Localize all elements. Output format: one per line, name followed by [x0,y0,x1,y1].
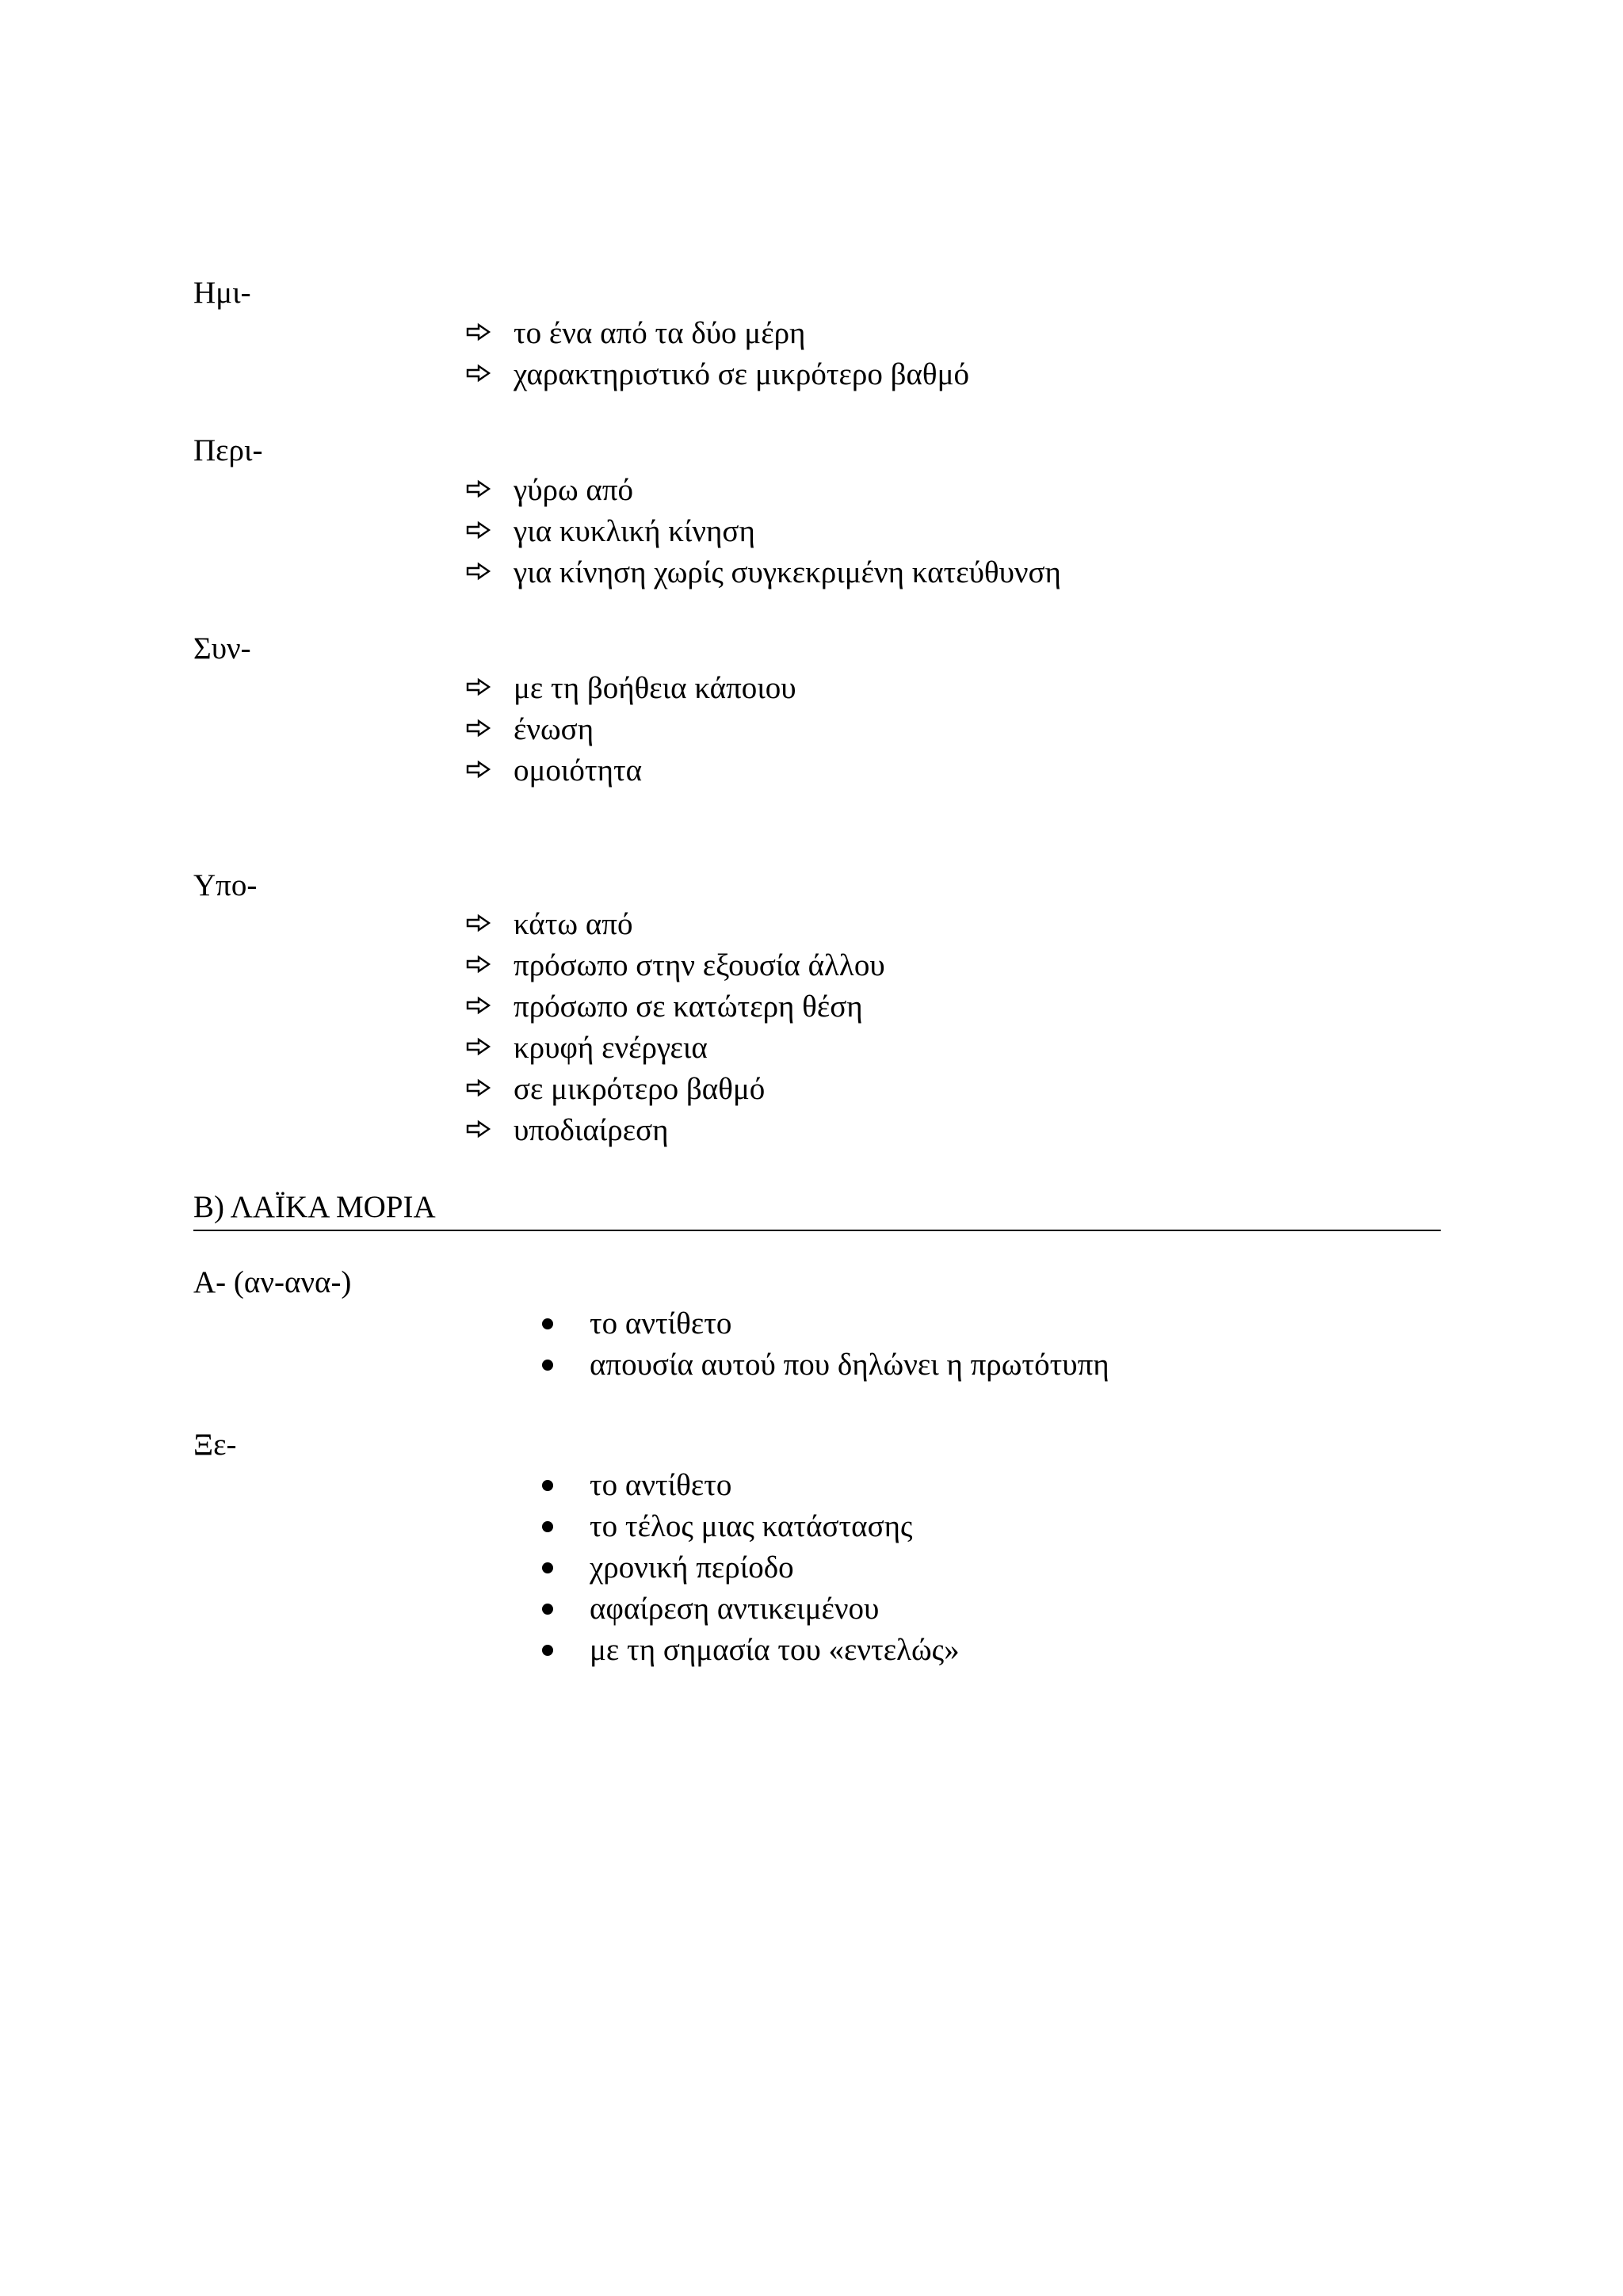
bullet-icon [542,1318,553,1329]
list-item-text: σε μικρότερο βαθμό [514,1072,766,1106]
list-item-text: απουσία αυτού που δηλώνει η πρωτότυπη [590,1348,1109,1382]
list-item-text: χρονική περίοδο [590,1550,794,1585]
list-item-text: για κίνηση χωρίς συγκεκριμένη κατεύθυνση [514,555,1061,589]
arrow-right-icon [466,913,491,933]
list-item-text: υποδιαίρεση [514,1113,669,1147]
list-item [466,552,1061,593]
list-item-text: κρυφή ενέργεια [514,1031,708,1065]
list-item-text: ομοιότητα [514,753,643,788]
list-item [466,1028,885,1069]
arrow-right-icon [466,364,491,383]
prefix-term-a: Α- (αν-ανα-) [193,1265,352,1299]
meaning-list-peri [466,470,1061,593]
arrow-right-icon [466,1119,491,1138]
list-item [466,313,969,354]
list-item [539,1589,960,1630]
meaning-list-ypo [466,904,885,1151]
bullet-icon [542,1360,553,1371]
list-item [466,1110,885,1151]
arrow-right-icon [466,677,491,696]
list-item [539,1344,1109,1386]
prefix-term-imi: Ημι- [193,276,251,310]
arrow-right-icon [466,1037,491,1056]
list-item [466,1069,885,1110]
prefix-term-kse: Ξε- [193,1428,237,1462]
meaning-list-imi [466,313,969,395]
list-item-text: το αντίθετο [590,1468,732,1502]
list-item [539,1547,960,1589]
list-item [539,1506,960,1547]
list-item [466,668,796,709]
prefix-term-syn: Συν- [193,631,251,666]
bullet-icon [542,1562,553,1573]
arrow-right-icon [466,719,491,738]
meaning-list-a [539,1303,1109,1386]
arrow-right-icon [466,1078,491,1097]
arrow-right-icon [466,479,491,498]
arrow-right-icon [466,955,491,974]
meaning-list-syn [466,668,796,791]
bullet-icon [542,1521,553,1532]
arrow-right-icon [466,521,491,540]
list-item [466,904,885,945]
list-item [466,354,969,395]
bullet-icon [542,1604,553,1615]
arrow-right-icon [466,996,491,1015]
section-heading: Β) ΛΑΪΚΑ ΜΟΡΙΑ [193,1187,1441,1231]
list-item [466,511,1061,552]
list-item-text: το αντίθετο [590,1306,732,1341]
list-item-text: αφαίρεση αντικειμένου [590,1592,880,1626]
list-item-text: το τέλος μιας κατάστασης [590,1509,913,1543]
bullet-icon [542,1645,553,1656]
list-item-text: χαρακτηριστικό σε μικρότερο βαθμό [514,357,969,391]
list-item-text: ένωση [514,712,594,746]
bullet-icon [542,1480,553,1491]
list-item [466,709,796,750]
list-item-text: κάτω από [514,907,633,941]
arrow-right-icon [466,322,491,341]
list-item [539,1630,960,1671]
arrow-right-icon [466,760,491,779]
list-item [466,986,885,1028]
list-item [539,1303,1109,1344]
list-item [466,750,796,791]
list-item-text: πρόσωπο σε κατώτερη θέση [514,990,863,1024]
list-item-text: πρόσωπο στην εξουσία άλλου [514,948,885,982]
list-item-text: με τη βοήθεια κάποιου [514,671,796,705]
list-item-text: για κυκλική κίνηση [514,514,755,548]
prefix-term-ypo: Υπο- [193,868,258,902]
prefix-term-peri: Περι- [193,433,263,467]
list-item-text: γύρω από [514,473,634,507]
arrow-right-icon [466,562,491,581]
list-item-text: με τη σημασία του «εντελώς» [590,1633,960,1667]
meaning-list-kse [539,1465,960,1671]
list-item [466,945,885,986]
list-item-text: το ένα από τα δύο μέρη [514,316,806,350]
list-item [539,1465,960,1506]
list-item [466,470,1061,511]
